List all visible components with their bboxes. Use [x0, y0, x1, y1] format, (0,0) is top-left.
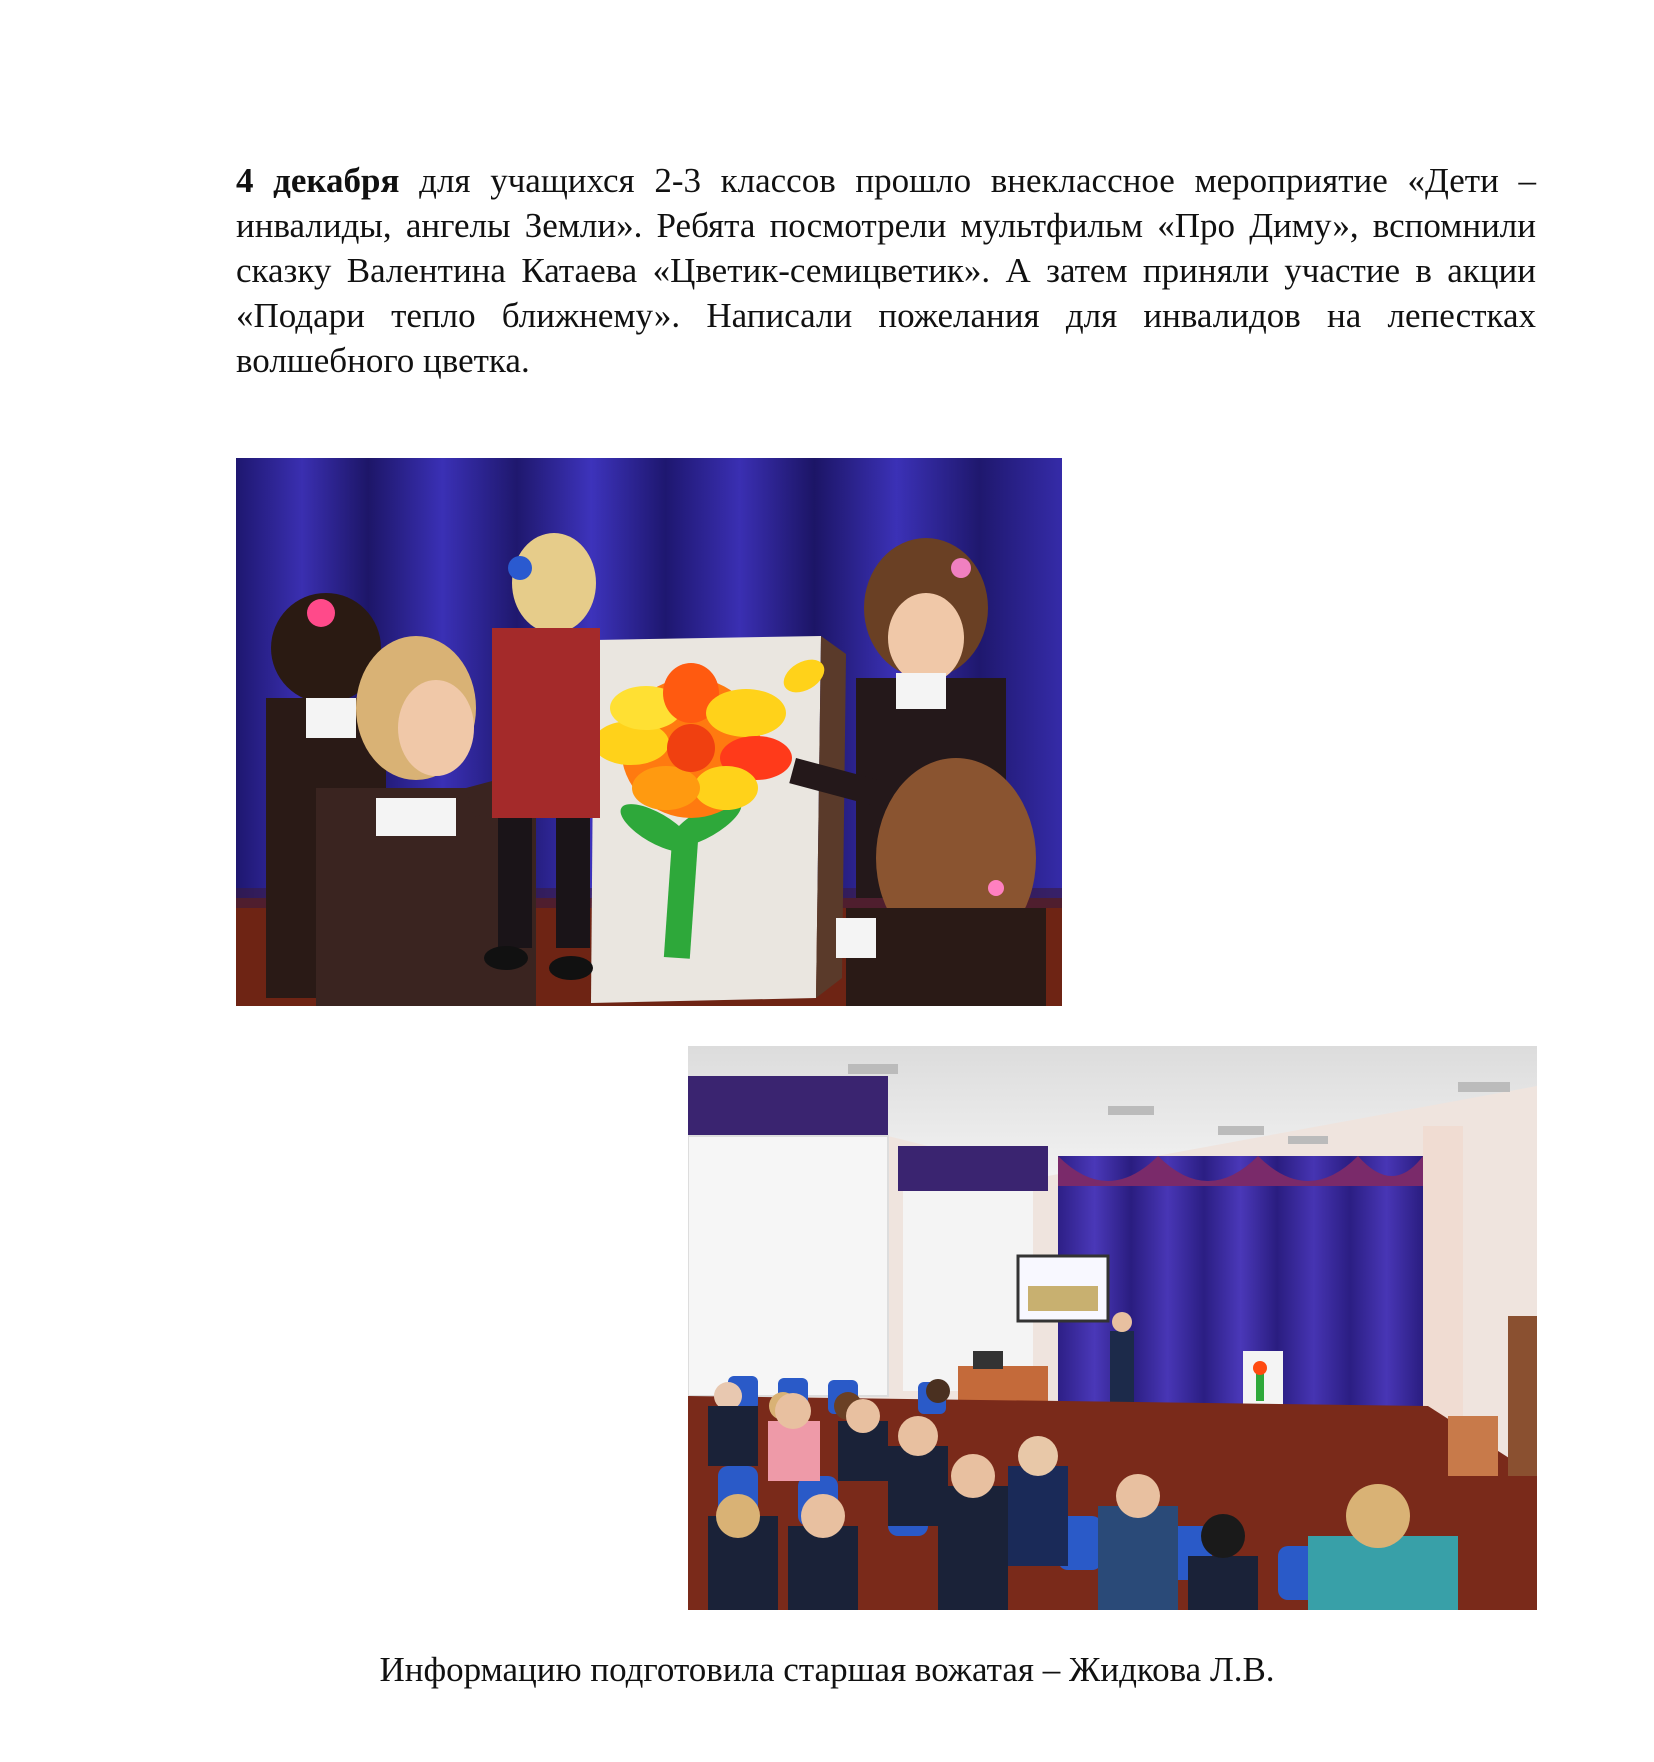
- photo-assembly-hall: [688, 1046, 1537, 1610]
- article-body: для учащихся 2-3 классов прошло внеклассное мероприятие «Дети – инвалиды, ангелы Земли». Ребята посмотрели мультфильм «Про Диму», вспомнили сказку Валентина Катаева «Цветик-семицветик». А затем приняли участие в акции «Подари тепло ближнему». Написали пожелания для инвалидов на лепестках волшебного цветка.: [236, 161, 1536, 380]
- photo-children-flower: [236, 458, 1062, 1006]
- author-caption: Информацию подготовила старшая вожатая – Жидкова Л.В.: [379, 1650, 1275, 1689]
- article-date: 4 декабря: [236, 161, 400, 200]
- photo-children-flower-image: [236, 458, 1062, 1006]
- photo-assembly-hall-image: [688, 1046, 1537, 1610]
- article-paragraph: [236, 158, 1536, 383]
